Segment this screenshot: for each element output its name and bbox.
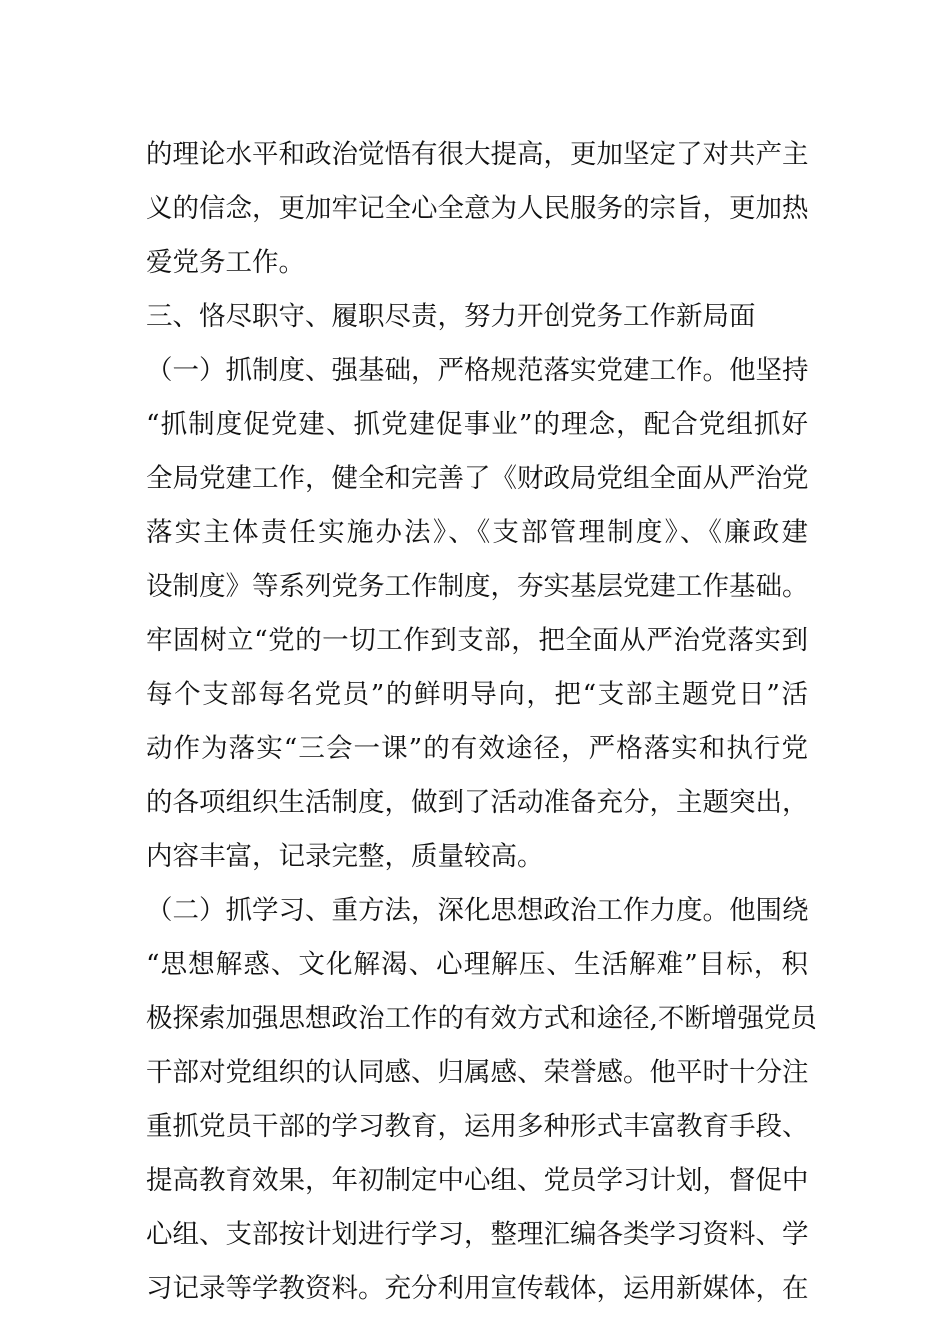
- text-line: 极探索加强思想政治工作的有效方式和途径,不断增强党员: [146, 1003, 817, 1034]
- text-line: 动作为落实“三会一课”的有效途径，严格落实和执行党: [146, 733, 808, 764]
- text-line: 每个支部每名党员”的鲜明导向，把“支部主题党日”活: [146, 679, 808, 710]
- text-line: “抓制度促党建、抓党建促事业”的理念，配合党组抓好: [146, 409, 808, 440]
- document-body: [146, 128, 817, 1316]
- text-line: 落实主体责任实施办法》、《支部管理制度》、《廉政建: [146, 517, 808, 548]
- text-line: 义的信念，更加牢记全心全意为人民服务的宗旨，更加热: [146, 193, 809, 224]
- text-line: 爱党务工作。: [146, 247, 305, 278]
- text-line: 重抓党员干部的学习教育，运用多种形式丰富教育手段、: [146, 1111, 809, 1142]
- text-line: 内容丰富，记录完整，质量较高。: [146, 841, 544, 872]
- text-line: 牢固树立“党的一切工作到支部，把全面从严治党落实到: [146, 625, 808, 656]
- text-line: 提高教育效果，年初制定中心组、党员学习计划，督促中: [146, 1165, 809, 1196]
- text-line: 全局党建工作，健全和完善了《财政局党组全面从严治党: [146, 463, 809, 494]
- text-line: 干部对党组织的认同感、归属感、荣誉感。他平时十分注: [146, 1057, 809, 1088]
- subsection-heading-line: （二）抓学习、重方法，深化思想政治工作力度。他围绕: [146, 895, 809, 926]
- text-line: 的各项组织生活制度，做到了活动准备充分，主题突出，: [146, 787, 809, 818]
- text-line: 设制度》等系列党务工作制度，夯实基层党建工作基础。: [146, 571, 809, 602]
- text-line: “思想解惑、文化解渴、心理解压、生活解难”目标，积: [146, 949, 808, 980]
- text-line: 心组、支部按计划进行学习，整理汇编各类学习资料、学: [146, 1219, 809, 1250]
- subsection-heading-line: （一）抓制度、强基础，严格规范落实党建工作。他坚持: [146, 355, 809, 386]
- section-heading: 三、恪尽职守、履职尽责，努力开创党务工作新局面: [146, 301, 756, 332]
- text-line: 的理论水平和政治觉悟有很大提高，更加坚定了对共产主: [146, 139, 809, 170]
- text-line: 习记录等学教资料。充分利用宣传载体，运用新媒体，在: [146, 1273, 809, 1304]
